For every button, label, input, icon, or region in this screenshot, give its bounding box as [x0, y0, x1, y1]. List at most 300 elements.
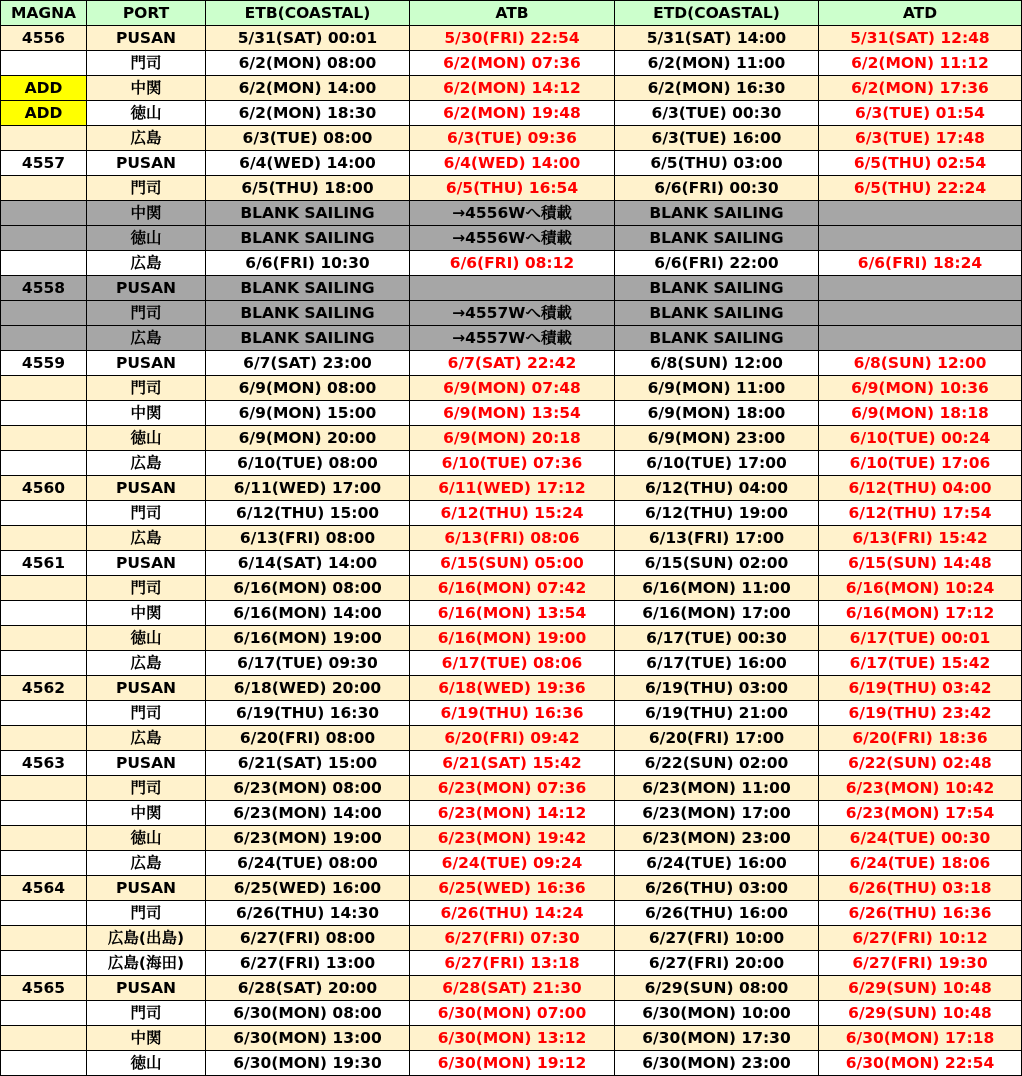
port-cell: 広島 [87, 851, 206, 876]
table-row [1, 951, 1022, 976]
magna-cell [1, 626, 87, 651]
atb-cell: 6/10(TUE) 07:36 [410, 451, 615, 476]
table-row [1, 801, 1022, 826]
etd-cell: 6/30(MON) 10:00 [615, 1001, 819, 1026]
table-row [1, 726, 1022, 751]
etb-cell: 6/23(MON) 14:00 [206, 801, 410, 826]
atd-cell: 6/10(TUE) 17:06 [819, 451, 1022, 476]
etd-cell: 6/3(TUE) 16:00 [615, 126, 819, 151]
atd-cell: 6/23(MON) 17:54 [819, 801, 1022, 826]
atd-cell: 6/10(TUE) 00:24 [819, 426, 1022, 451]
port-cell: 徳山 [87, 426, 206, 451]
port-cell: PUSAN [87, 876, 206, 901]
table-row [1, 501, 1022, 526]
atb-cell: 6/16(MON) 07:42 [410, 576, 615, 601]
etb-cell: BLANK SAILING [206, 276, 410, 301]
port-cell: 門司 [87, 376, 206, 401]
atb-cell: 6/2(MON) 14:12 [410, 76, 615, 101]
atd-cell: 6/27(FRI) 19:30 [819, 951, 1022, 976]
magna-cell [1, 1051, 87, 1076]
etd-cell: 6/6(FRI) 22:00 [615, 251, 819, 276]
etd-cell: 6/30(MON) 23:00 [615, 1051, 819, 1076]
etb-cell: 6/9(MON) 15:00 [206, 401, 410, 426]
etb-cell: 6/27(FRI) 08:00 [206, 926, 410, 951]
magna-cell: 4556 [1, 26, 87, 51]
etb-cell: 6/16(MON) 08:00 [206, 576, 410, 601]
etb-cell: 6/9(MON) 08:00 [206, 376, 410, 401]
etd-cell: 6/20(FRI) 17:00 [615, 726, 819, 751]
etb-cell: 6/4(WED) 14:00 [206, 151, 410, 176]
etd-cell: 6/15(SUN) 02:00 [615, 551, 819, 576]
etb-cell: BLANK SAILING [206, 326, 410, 351]
atb-cell: →4556Wへ積載 [410, 226, 615, 251]
table-header [1, 1, 1022, 26]
atb-cell: 6/23(MON) 19:42 [410, 826, 615, 851]
table-row [1, 901, 1022, 926]
atb-cell: 6/18(WED) 19:36 [410, 676, 615, 701]
magna-cell [1, 1001, 87, 1026]
table-row [1, 476, 1022, 501]
etd-cell: 6/23(MON) 17:00 [615, 801, 819, 826]
etd-cell: BLANK SAILING [615, 276, 819, 301]
atb-cell: 6/21(SAT) 15:42 [410, 751, 615, 776]
column-header-port: PORT [87, 1, 206, 26]
atd-cell: 6/24(TUE) 18:06 [819, 851, 1022, 876]
atd-cell: 6/23(MON) 10:42 [819, 776, 1022, 801]
table-row-blank-sailing [1, 326, 1022, 351]
atd-cell: 6/12(THU) 17:54 [819, 501, 1022, 526]
etd-cell: 6/12(THU) 19:00 [615, 501, 819, 526]
etd-cell: 6/10(TUE) 17:00 [615, 451, 819, 476]
table-row [1, 51, 1022, 76]
magna-cell [1, 826, 87, 851]
etd-cell: 6/9(MON) 23:00 [615, 426, 819, 451]
magna-cell [1, 851, 87, 876]
atb-cell: 6/13(FRI) 08:06 [410, 526, 615, 551]
magna-cell: 4558 [1, 276, 87, 301]
magna-cell [1, 901, 87, 926]
magna-cell: 4561 [1, 551, 87, 576]
port-cell: 徳山 [87, 1051, 206, 1076]
port-cell: 門司 [87, 576, 206, 601]
port-cell: PUSAN [87, 476, 206, 501]
table-row [1, 626, 1022, 651]
table-row [1, 251, 1022, 276]
magna-cell [1, 926, 87, 951]
table-row [1, 926, 1022, 951]
table-row [1, 776, 1022, 801]
etd-cell: BLANK SAILING [615, 226, 819, 251]
etd-cell: 6/27(FRI) 20:00 [615, 951, 819, 976]
table-row [1, 751, 1022, 776]
atd-cell: 6/12(THU) 04:00 [819, 476, 1022, 501]
port-cell: 広島 [87, 451, 206, 476]
atd-cell: 6/26(THU) 03:18 [819, 876, 1022, 901]
etd-cell: 6/6(FRI) 00:30 [615, 176, 819, 201]
etd-cell: 6/26(THU) 03:00 [615, 876, 819, 901]
etb-cell: 6/10(TUE) 08:00 [206, 451, 410, 476]
table-row [1, 401, 1022, 426]
port-cell: 門司 [87, 176, 206, 201]
port-cell: PUSAN [87, 151, 206, 176]
table-row [1, 1026, 1022, 1051]
header-row [1, 1, 1022, 26]
etb-cell: BLANK SAILING [206, 226, 410, 251]
atb-cell: 6/6(FRI) 08:12 [410, 251, 615, 276]
atd-cell: 6/27(FRI) 10:12 [819, 926, 1022, 951]
atb-cell: →4557Wへ積載 [410, 301, 615, 326]
magna-cell [1, 651, 87, 676]
table-row [1, 826, 1022, 851]
etb-cell: 6/17(TUE) 09:30 [206, 651, 410, 676]
etd-cell: 6/17(TUE) 16:00 [615, 651, 819, 676]
etd-cell: 6/27(FRI) 10:00 [615, 926, 819, 951]
atd-cell [819, 326, 1022, 351]
atd-cell: 6/22(SUN) 02:48 [819, 751, 1022, 776]
port-cell: 徳山 [87, 226, 206, 251]
table-row [1, 551, 1022, 576]
atd-cell [819, 301, 1022, 326]
table-row [1, 451, 1022, 476]
magna-cell [1, 801, 87, 826]
etd-cell: 6/29(SUN) 08:00 [615, 976, 819, 1001]
port-cell: 徳山 [87, 101, 206, 126]
atb-cell: 6/27(FRI) 13:18 [410, 951, 615, 976]
magna-cell [1, 176, 87, 201]
atb-cell: 6/20(FRI) 09:42 [410, 726, 615, 751]
atd-cell: 6/3(TUE) 01:54 [819, 101, 1022, 126]
etd-cell: 6/23(MON) 11:00 [615, 776, 819, 801]
port-cell: 広島 [87, 651, 206, 676]
port-cell: PUSAN [87, 351, 206, 376]
magna-cell [1, 201, 87, 226]
column-header-atd: ATD [819, 1, 1022, 26]
atd-cell: 6/3(TUE) 17:48 [819, 126, 1022, 151]
etd-cell: 6/13(FRI) 17:00 [615, 526, 819, 551]
magna-cell: 4562 [1, 676, 87, 701]
atd-cell: 6/30(MON) 17:18 [819, 1026, 1022, 1051]
atd-cell: 6/2(MON) 17:36 [819, 76, 1022, 101]
port-cell: PUSAN [87, 676, 206, 701]
table-row [1, 576, 1022, 601]
etb-cell: 6/14(SAT) 14:00 [206, 551, 410, 576]
table-row [1, 851, 1022, 876]
atb-cell: 6/24(TUE) 09:24 [410, 851, 615, 876]
etb-cell: 6/2(MON) 08:00 [206, 51, 410, 76]
etb-cell: 6/16(MON) 19:00 [206, 626, 410, 651]
table-row-blank-sailing [1, 276, 1022, 301]
port-cell: 門司 [87, 1001, 206, 1026]
table-row [1, 126, 1022, 151]
etb-cell: 6/18(WED) 20:00 [206, 676, 410, 701]
table-row [1, 151, 1022, 176]
etb-cell: BLANK SAILING [206, 301, 410, 326]
etb-cell: 6/30(MON) 08:00 [206, 1001, 410, 1026]
atd-cell: 6/8(SUN) 12:00 [819, 351, 1022, 376]
column-header-etd: ETD(COASTAL) [615, 1, 819, 26]
atb-cell: 6/7(SAT) 22:42 [410, 351, 615, 376]
etd-cell: 6/3(TUE) 00:30 [615, 101, 819, 126]
port-cell: PUSAN [87, 976, 206, 1001]
table-row [1, 26, 1022, 51]
etb-cell: 6/5(THU) 18:00 [206, 176, 410, 201]
etb-cell: 6/25(WED) 16:00 [206, 876, 410, 901]
table-row [1, 176, 1022, 201]
etb-cell: 6/27(FRI) 13:00 [206, 951, 410, 976]
magna-cell: 4560 [1, 476, 87, 501]
atd-cell: 6/2(MON) 11:12 [819, 51, 1022, 76]
port-cell: 広島(海田) [87, 951, 206, 976]
atb-cell: 6/19(THU) 16:36 [410, 701, 615, 726]
etd-cell: 6/2(MON) 16:30 [615, 76, 819, 101]
atd-cell [819, 276, 1022, 301]
magna-cell [1, 376, 87, 401]
atd-cell: 5/31(SAT) 12:48 [819, 26, 1022, 51]
etd-cell: BLANK SAILING [615, 326, 819, 351]
etb-cell: 6/30(MON) 13:00 [206, 1026, 410, 1051]
etb-cell: 6/2(MON) 14:00 [206, 76, 410, 101]
atb-cell: 6/11(WED) 17:12 [410, 476, 615, 501]
port-cell: 門司 [87, 301, 206, 326]
magna-cell [1, 776, 87, 801]
atd-cell: 6/29(SUN) 10:48 [819, 1001, 1022, 1026]
atb-cell: 6/15(SUN) 05:00 [410, 551, 615, 576]
etd-cell: 6/5(THU) 03:00 [615, 151, 819, 176]
atd-cell: 6/16(MON) 10:24 [819, 576, 1022, 601]
column-header-atb: ATB [410, 1, 615, 26]
atb-cell: 6/23(MON) 14:12 [410, 801, 615, 826]
etd-cell: 6/16(MON) 17:00 [615, 601, 819, 626]
atd-cell [819, 226, 1022, 251]
magna-cell [1, 426, 87, 451]
etb-cell: 6/6(FRI) 10:30 [206, 251, 410, 276]
table-row [1, 351, 1022, 376]
atb-cell: 6/16(MON) 13:54 [410, 601, 615, 626]
magna-cell [1, 251, 87, 276]
etd-cell: 6/17(TUE) 00:30 [615, 626, 819, 651]
atb-cell: 6/3(TUE) 09:36 [410, 126, 615, 151]
table-body [1, 26, 1022, 1076]
etb-cell: 6/9(MON) 20:00 [206, 426, 410, 451]
atd-cell: 6/24(TUE) 00:30 [819, 826, 1022, 851]
atb-cell: →4557Wへ積載 [410, 326, 615, 351]
magna-cell [1, 51, 87, 76]
etb-cell: 6/23(MON) 08:00 [206, 776, 410, 801]
atd-cell: 6/29(SUN) 10:48 [819, 976, 1022, 1001]
magna-cell: 4564 [1, 876, 87, 901]
table-row [1, 651, 1022, 676]
port-cell: 門司 [87, 701, 206, 726]
table-row [1, 426, 1022, 451]
magna-cell [1, 401, 87, 426]
port-cell: 広島 [87, 726, 206, 751]
etd-cell: 6/23(MON) 23:00 [615, 826, 819, 851]
atb-cell: 6/2(MON) 19:48 [410, 101, 615, 126]
atb-cell: 6/4(WED) 14:00 [410, 151, 615, 176]
table-row [1, 101, 1022, 126]
port-cell: 中関 [87, 601, 206, 626]
magna-cell: 4559 [1, 351, 87, 376]
atb-cell: 6/28(SAT) 21:30 [410, 976, 615, 1001]
table-row [1, 76, 1022, 101]
etb-cell: 6/24(TUE) 08:00 [206, 851, 410, 876]
atb-cell: 6/30(MON) 19:12 [410, 1051, 615, 1076]
port-cell: 広島 [87, 326, 206, 351]
port-cell: 徳山 [87, 826, 206, 851]
port-cell: 門司 [87, 51, 206, 76]
magna-cell: 4563 [1, 751, 87, 776]
table-row [1, 1051, 1022, 1076]
port-cell: 中関 [87, 76, 206, 101]
etd-cell: 6/30(MON) 17:30 [615, 1026, 819, 1051]
magna-cell [1, 576, 87, 601]
etb-cell: 6/26(THU) 14:30 [206, 901, 410, 926]
atb-cell [410, 276, 615, 301]
atb-cell: →4556Wへ積載 [410, 201, 615, 226]
atd-cell: 6/5(THU) 02:54 [819, 151, 1022, 176]
etd-cell: 6/16(MON) 11:00 [615, 576, 819, 601]
atd-cell: 6/19(THU) 23:42 [819, 701, 1022, 726]
etb-cell: 6/13(FRI) 08:00 [206, 526, 410, 551]
etd-cell: 6/26(THU) 16:00 [615, 901, 819, 926]
magna-cell [1, 601, 87, 626]
port-cell: 徳山 [87, 626, 206, 651]
atb-cell: 5/30(FRI) 22:54 [410, 26, 615, 51]
atb-cell: 6/25(WED) 16:36 [410, 876, 615, 901]
table-row-blank-sailing [1, 201, 1022, 226]
etb-cell: 6/3(TUE) 08:00 [206, 126, 410, 151]
table-row [1, 1001, 1022, 1026]
table-row-blank-sailing [1, 226, 1022, 251]
magna-cell [1, 451, 87, 476]
table-row [1, 976, 1022, 1001]
magna-cell [1, 1026, 87, 1051]
etb-cell: 6/7(SAT) 23:00 [206, 351, 410, 376]
magna-cell [1, 951, 87, 976]
port-cell: PUSAN [87, 551, 206, 576]
port-cell: 広島 [87, 126, 206, 151]
magna-cell [1, 301, 87, 326]
table-row [1, 601, 1022, 626]
etd-cell: 6/9(MON) 18:00 [615, 401, 819, 426]
port-cell: 門司 [87, 901, 206, 926]
magna-cell: ADD [1, 101, 87, 126]
etd-cell: 6/19(THU) 03:00 [615, 676, 819, 701]
atd-cell: 6/15(SUN) 14:48 [819, 551, 1022, 576]
magna-cell: 4557 [1, 151, 87, 176]
atb-cell: 6/17(TUE) 08:06 [410, 651, 615, 676]
etd-cell: 6/8(SUN) 12:00 [615, 351, 819, 376]
atd-cell: 6/17(TUE) 15:42 [819, 651, 1022, 676]
atb-cell: 6/5(THU) 16:54 [410, 176, 615, 201]
etb-cell: 5/31(SAT) 00:01 [206, 26, 410, 51]
atb-cell: 6/30(MON) 07:00 [410, 1001, 615, 1026]
etd-cell: 6/12(THU) 04:00 [615, 476, 819, 501]
port-cell: 中関 [87, 201, 206, 226]
atb-cell: 6/27(FRI) 07:30 [410, 926, 615, 951]
magna-cell [1, 226, 87, 251]
port-cell: 中関 [87, 401, 206, 426]
atb-cell: 6/26(THU) 14:24 [410, 901, 615, 926]
magna-cell [1, 701, 87, 726]
magna-cell [1, 326, 87, 351]
atb-cell: 6/9(MON) 20:18 [410, 426, 615, 451]
atd-cell: 6/17(TUE) 00:01 [819, 626, 1022, 651]
etb-cell: BLANK SAILING [206, 201, 410, 226]
etb-cell: 6/30(MON) 19:30 [206, 1051, 410, 1076]
etb-cell: 6/28(SAT) 20:00 [206, 976, 410, 1001]
port-cell: 広島(出島) [87, 926, 206, 951]
table-row [1, 526, 1022, 551]
port-cell: PUSAN [87, 276, 206, 301]
table-row [1, 676, 1022, 701]
etd-cell: BLANK SAILING [615, 201, 819, 226]
port-cell: PUSAN [87, 26, 206, 51]
port-cell: 中関 [87, 1026, 206, 1051]
magna-cell [1, 726, 87, 751]
etd-cell: 6/9(MON) 11:00 [615, 376, 819, 401]
atd-cell: 6/9(MON) 18:18 [819, 401, 1022, 426]
atd-cell: 6/5(THU) 22:24 [819, 176, 1022, 201]
table-row-blank-sailing [1, 301, 1022, 326]
etb-cell: 6/23(MON) 19:00 [206, 826, 410, 851]
port-cell: 門司 [87, 776, 206, 801]
etb-cell: 6/2(MON) 18:30 [206, 101, 410, 126]
atb-cell: 6/30(MON) 13:12 [410, 1026, 615, 1051]
etb-cell: 6/11(WED) 17:00 [206, 476, 410, 501]
etb-cell: 6/16(MON) 14:00 [206, 601, 410, 626]
table-row [1, 876, 1022, 901]
atd-cell: 6/19(THU) 03:42 [819, 676, 1022, 701]
port-cell: PUSAN [87, 751, 206, 776]
magna-cell [1, 526, 87, 551]
etb-cell: 6/19(THU) 16:30 [206, 701, 410, 726]
etd-cell: 6/19(THU) 21:00 [615, 701, 819, 726]
etd-cell: 6/24(TUE) 16:00 [615, 851, 819, 876]
atb-cell: 6/12(THU) 15:24 [410, 501, 615, 526]
etb-cell: 6/12(THU) 15:00 [206, 501, 410, 526]
atd-cell [819, 201, 1022, 226]
atd-cell: 6/30(MON) 22:54 [819, 1051, 1022, 1076]
atb-cell: 6/2(MON) 07:36 [410, 51, 615, 76]
atb-cell: 6/9(MON) 13:54 [410, 401, 615, 426]
atd-cell: 6/26(THU) 16:36 [819, 901, 1022, 926]
atb-cell: 6/23(MON) 07:36 [410, 776, 615, 801]
port-cell: 中関 [87, 801, 206, 826]
atd-cell: 6/16(MON) 17:12 [819, 601, 1022, 626]
etb-cell: 6/20(FRI) 08:00 [206, 726, 410, 751]
etd-cell: 6/22(SUN) 02:00 [615, 751, 819, 776]
atb-cell: 6/16(MON) 19:00 [410, 626, 615, 651]
port-cell: 広島 [87, 526, 206, 551]
magna-cell: 4565 [1, 976, 87, 1001]
table-row [1, 701, 1022, 726]
column-header-magna: MAGNA [1, 1, 87, 26]
etd-cell: 5/31(SAT) 14:00 [615, 26, 819, 51]
atd-cell: 6/20(FRI) 18:36 [819, 726, 1022, 751]
magna-cell [1, 126, 87, 151]
magna-cell: ADD [1, 76, 87, 101]
atd-cell: 6/13(FRI) 15:42 [819, 526, 1022, 551]
atd-cell: 6/9(MON) 10:36 [819, 376, 1022, 401]
etd-cell: 6/2(MON) 11:00 [615, 51, 819, 76]
port-cell: 門司 [87, 501, 206, 526]
table-row [1, 376, 1022, 401]
column-header-etb: ETB(COASTAL) [206, 1, 410, 26]
port-cell: 広島 [87, 251, 206, 276]
atb-cell: 6/9(MON) 07:48 [410, 376, 615, 401]
etd-cell: BLANK SAILING [615, 301, 819, 326]
